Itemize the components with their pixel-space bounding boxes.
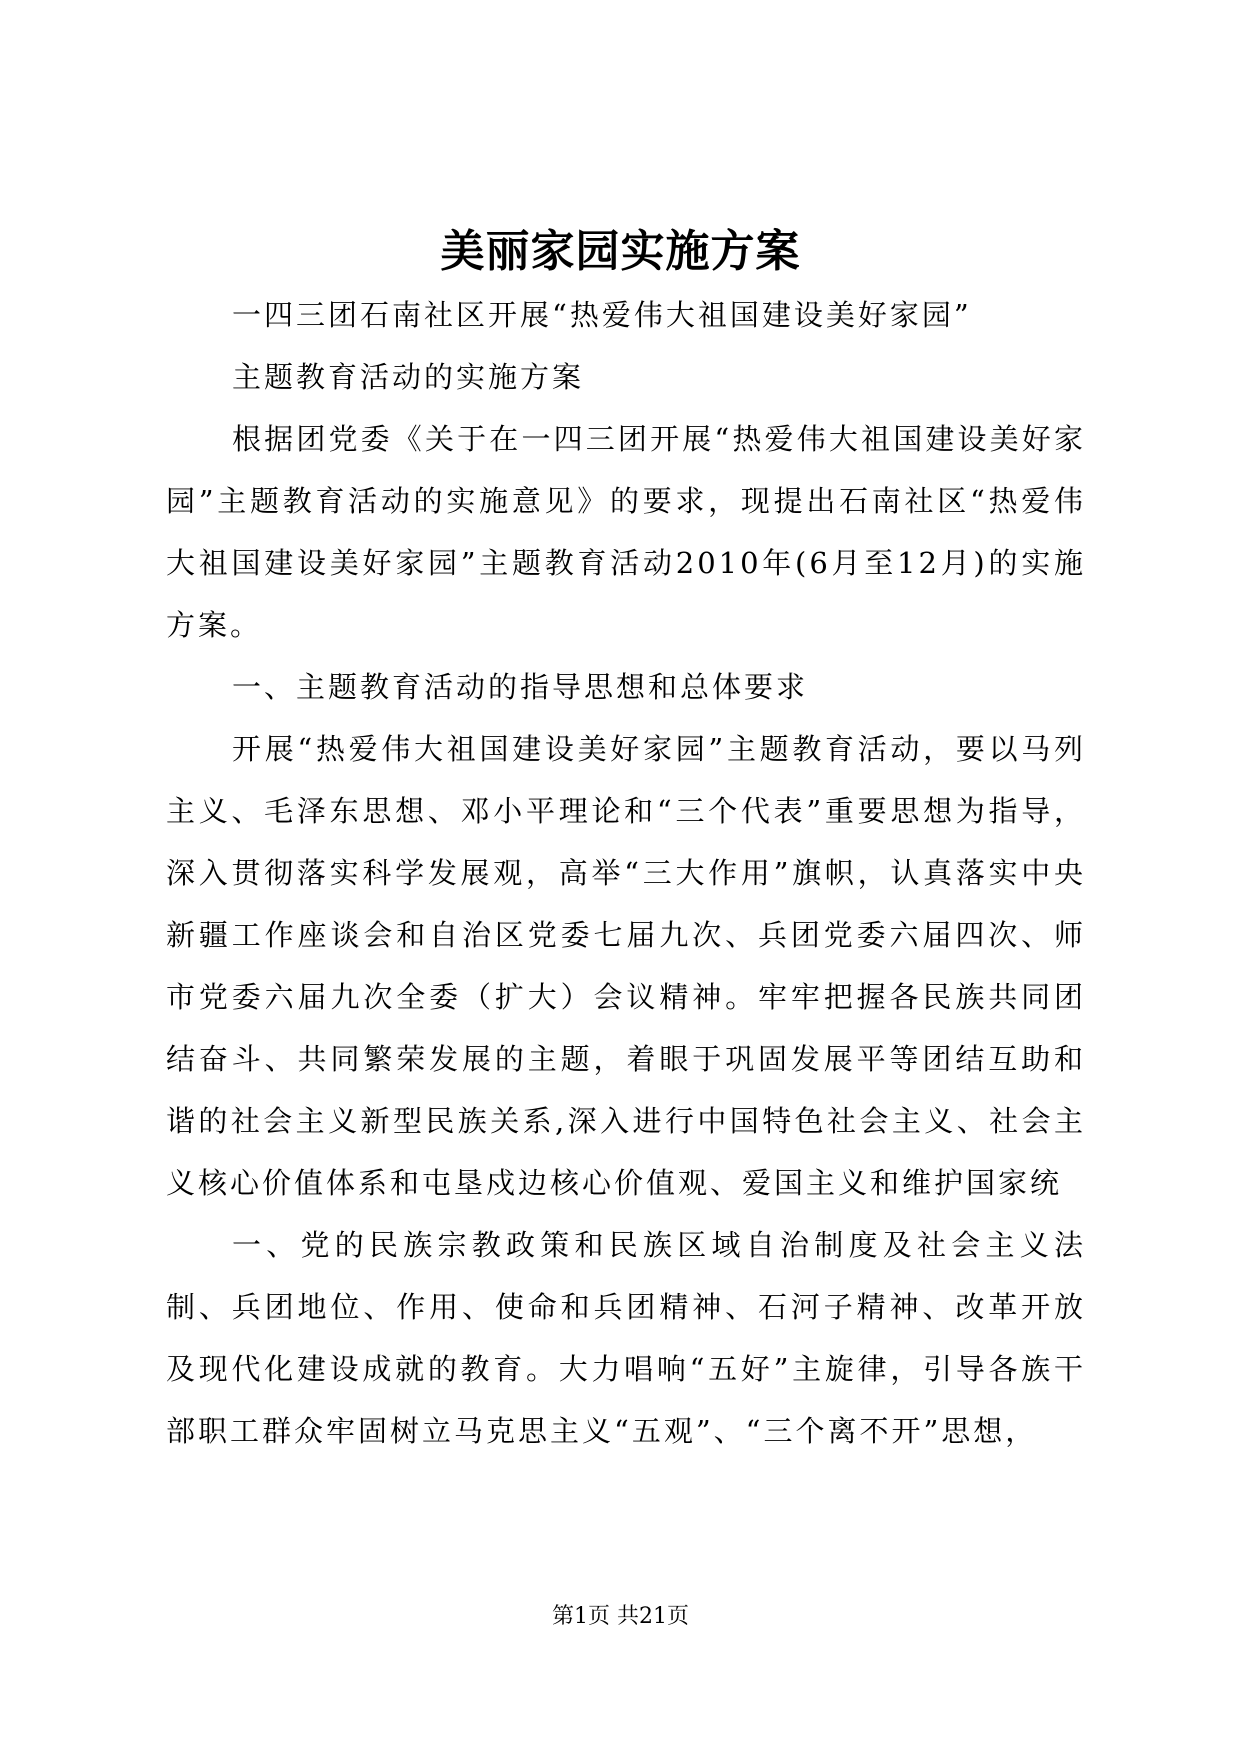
document-title: 美丽家园实施方案 bbox=[440, 226, 801, 277]
paragraph-intro: 根据团党委《关于在一四三团开展“热爱伟大祖国建设美好家园”主题教育活动的实施意见》的要求，现提出石南社区“热爱伟大祖国建设美好家园”主题教育活动2010年(6月至12月)的实施方案。 bbox=[166, 422, 1086, 642]
paragraph-education-content: 一、党的民族宗教政策和民族区域自治制度及社会主义法制、兵团地位、作用、使命和兵团精神、石河子精神、改革开放及现代化建设成就的教育。大力唱响“五好”主旋律，引导各族干部职工群众牢固树立马克思主义“五观”、“三个离不开”思想， bbox=[166, 1228, 1086, 1448]
paragraph-guiding-thought: 开展“热爱伟大祖国建设美好家园”主题教育活动，要以马列主义、毛泽东思想、邓小平理论和“三个代表”重要思想为指导，深入贯彻落实科学发展观，高举“三大作用”旗帜，认真落实中央新疆工作座谈会和自治区党委七届九次、兵团党委六届四次、师市党委六届九次全委（扩大）会议精神。牢牢把握各民族共同团结奋斗、共同繁荣发展的主题，着眼于巩固发展平等团结互助和谐的社会主义新型民族关系,深入进行中国特色社会主义、社会主义核心价值体系和屯垦戍边核心价值观、爱国主义和维护国家统 bbox=[166, 732, 1086, 1200]
section-heading-1: 一、主题教育活动的指导思想和总体要求 bbox=[232, 670, 809, 704]
paragraph-subtitle-line-1: 一四三团石南社区开展“热爱伟大祖国建设美好家园” bbox=[232, 298, 972, 332]
document-body bbox=[166, 284, 1086, 1462]
paragraph-subtitle-line-2: 主题教育活动的实施方案 bbox=[232, 360, 585, 394]
page-number-footer: 第1页 共21页 bbox=[552, 1604, 689, 1629]
